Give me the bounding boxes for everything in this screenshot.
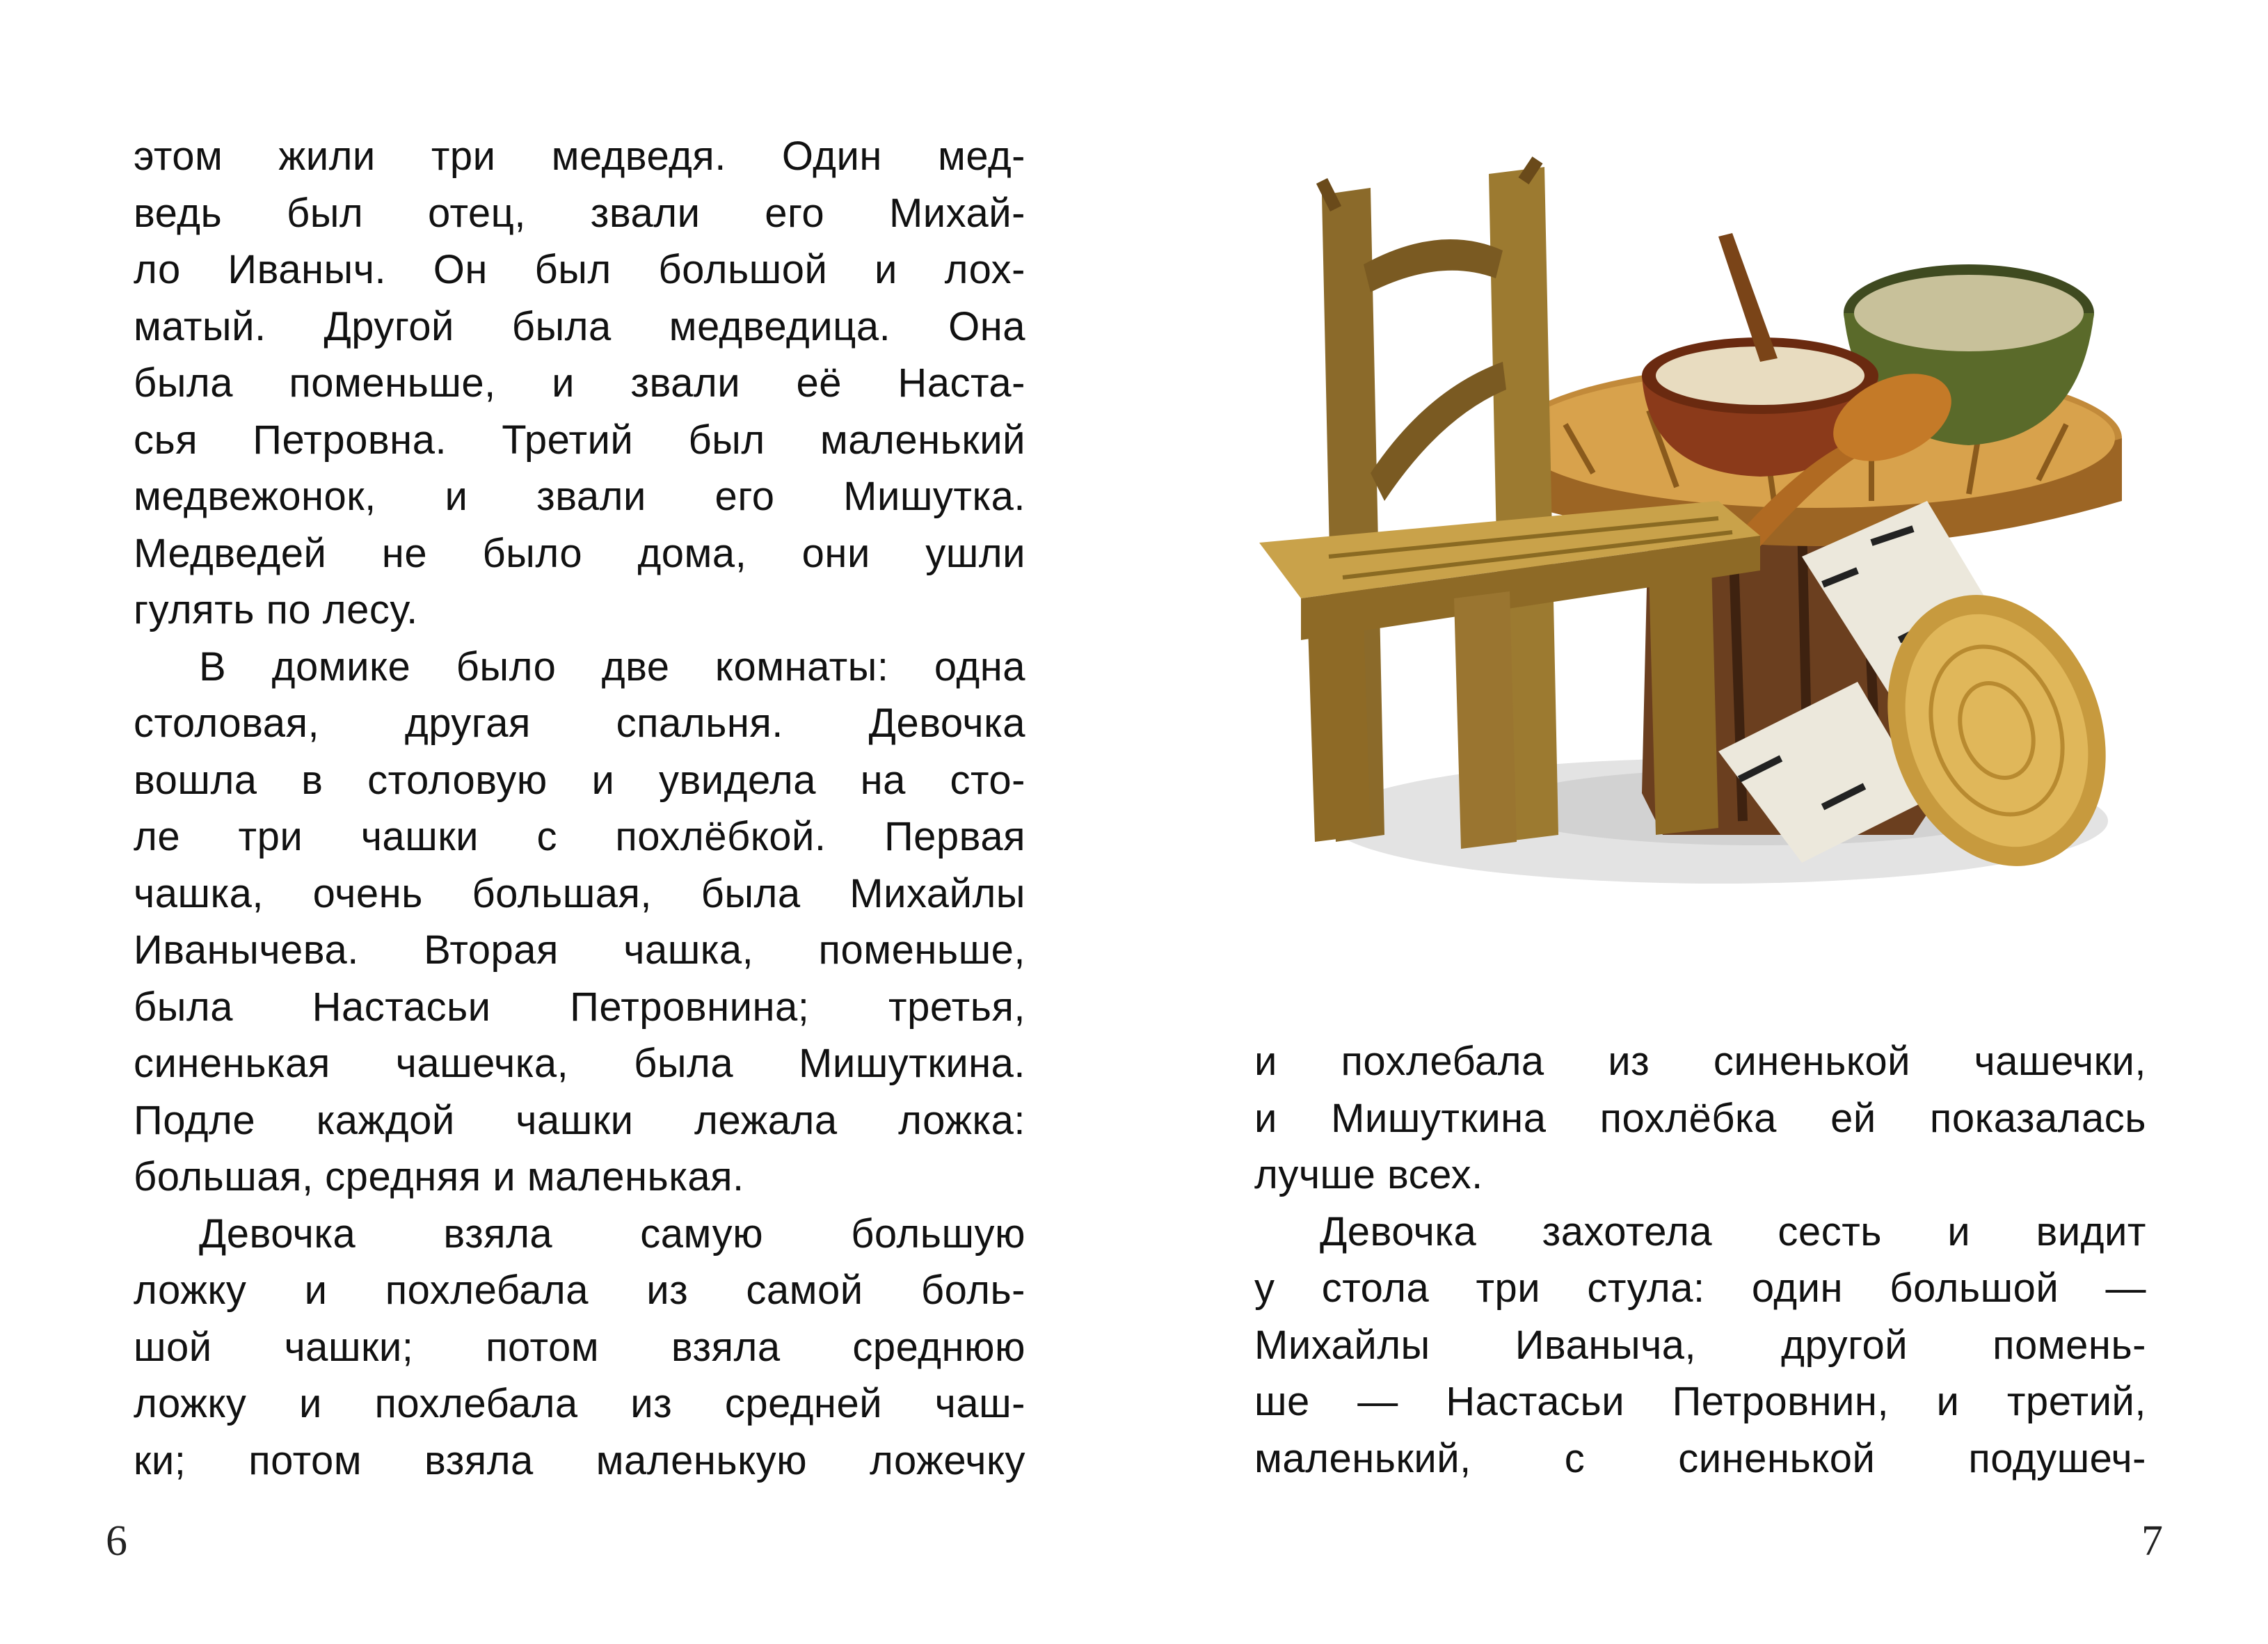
text-line: медвежонок, и звали его Мишутка. bbox=[134, 474, 1025, 519]
page-number-right: 7 bbox=[2141, 1517, 2163, 1565]
text-line: маленький, с синенькой подушеч- bbox=[1254, 1435, 2146, 1481]
text-line: ки; потом взяла маленькую ложечку bbox=[134, 1437, 1025, 1483]
illustration-bears-table-chairs bbox=[1231, 111, 2157, 904]
text-line: вошла в столовую и увидела на сто- bbox=[134, 757, 1025, 803]
text-line: была Настасьи Петровнина; третья, bbox=[134, 984, 1025, 1030]
text-line: была поменьше, и звали её Наста- bbox=[134, 360, 1025, 406]
text-line: ло Иваныч. Он был большой и лох- bbox=[134, 247, 1025, 292]
text-line: этом жили три медведя. Один мед- bbox=[134, 134, 1025, 179]
text-line: и Мишуткина похлёбка ей показалась bbox=[1254, 1095, 2146, 1141]
text-line: лучше всех. bbox=[1254, 1152, 1483, 1197]
text-line: гулять по лесу. bbox=[134, 587, 418, 632]
text-line: Подле каждой чашки лежала ложка: bbox=[134, 1097, 1025, 1143]
text-line: ложку и похлебала из средней чаш- bbox=[134, 1381, 1025, 1426]
text-line: ле три чашки с похлёбкой. Первая bbox=[134, 814, 1025, 859]
text-line: Михайлы Иваныча, другой помень- bbox=[1254, 1322, 2146, 1368]
text-line: сья Петровна. Третий был маленький bbox=[134, 417, 1025, 463]
text-line: матый. Другой была медведица. Она bbox=[134, 303, 1025, 349]
text-line: Медведей не было дома, они ушли bbox=[134, 530, 1025, 576]
text-line: Иванычева. Вторая чашка, поменьше, bbox=[134, 927, 1025, 973]
text-line: ведь был отец, звали его Михай- bbox=[134, 190, 1025, 236]
text-line: Девочка взяла самую большую bbox=[199, 1211, 1025, 1256]
text-line: столовая, другая спальня. Девочка bbox=[134, 701, 1025, 746]
text-line: шой чашки; потом взяла среднюю bbox=[134, 1324, 1025, 1370]
text-line: ложку и похлебала из самой боль- bbox=[134, 1268, 1025, 1313]
text-line: у стола три стула: один большой — bbox=[1254, 1266, 2146, 1311]
text-line: большая, средняя и маленькая. bbox=[134, 1154, 744, 1199]
text-line: В домике было две комнаты: одна bbox=[199, 644, 1025, 689]
text-line: чашка, очень большая, была Михайлы bbox=[134, 870, 1025, 916]
left-page-text bbox=[134, 128, 1025, 1489]
text-line: Девочка захотела сесть и видит bbox=[1320, 1208, 2146, 1254]
text-line: и похлебала из синенькой чашечки, bbox=[1254, 1039, 2146, 1084]
page-number-left: 6 bbox=[106, 1517, 127, 1565]
text-line: ше — Настасьи Петровнин, и третий, bbox=[1254, 1379, 2146, 1424]
text-line: синенькая чашечка, была Мишуткина. bbox=[134, 1041, 1025, 1086]
right-page-text bbox=[1254, 1033, 2146, 1487]
